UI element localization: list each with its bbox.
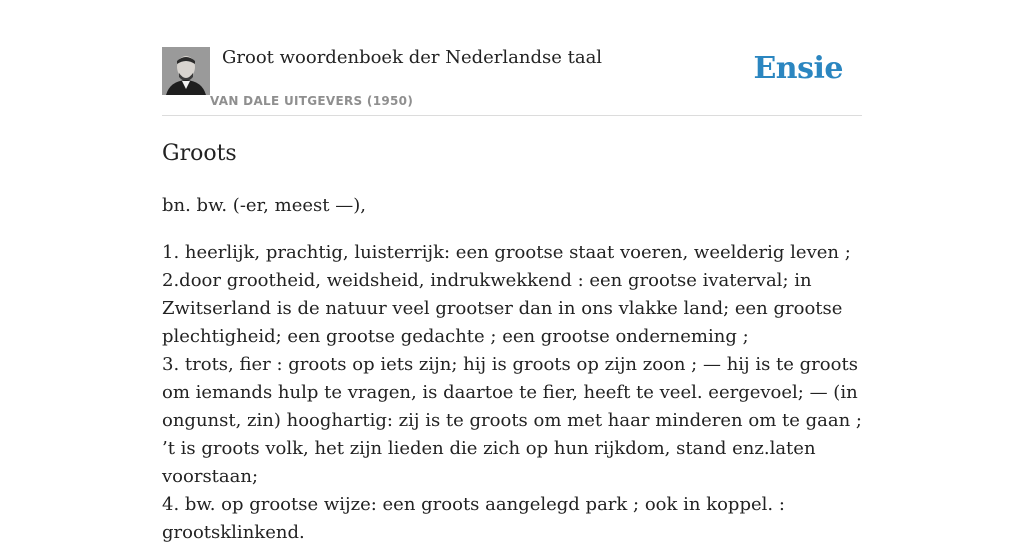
entry-headword: Groots bbox=[162, 141, 237, 166]
entry-grammar: bn. bw. (-er, meest —), bbox=[162, 195, 366, 216]
ensie-logo-link[interactable]: Ensie bbox=[753, 51, 843, 86]
entry-definitions bbox=[162, 239, 862, 547]
definition-item: 2.door grootheid, weidsheid, indrukwekkend : een grootse ivaterval; in Zwitserland is de natuur veel grootser dan in ons vlakke land; een grootse plechtigheid; een grootse gedachte ; een grootse onderneming ; bbox=[162, 270, 843, 347]
source-header bbox=[162, 0, 862, 116]
page-container bbox=[162, 0, 862, 543]
definition-item: 1. heerlijk, prachtig, luisterrijk: een grootse staat voeren, weelderig leven ; bbox=[162, 242, 851, 263]
source-title[interactable]: Groot woordenboek der Nederlandse taal bbox=[222, 47, 603, 68]
portrait-photo-icon bbox=[162, 47, 210, 95]
definition-item: 3. trots, fier : groots op iets zijn; hij is groots op zijn zoon ; — hij is te groots om iemands hulp te vragen, is daartoe te fier, heeft te veel. eergevoel; — (in ongunst, zin) hooghartig: zij is te groots om met haar minderen om te gaan ; ’t is groots volk, het zijn lieden die zich op hun rijkdom, stand enz.laten voorstaan; bbox=[162, 354, 862, 487]
definition-item: 4. bw. op grootse wijze: een groots aangelegd park ; ook in koppel. : grootsklinkend. bbox=[162, 494, 785, 543]
publisher-label: VAN DALE UITGEVERS (1950) bbox=[210, 94, 414, 108]
